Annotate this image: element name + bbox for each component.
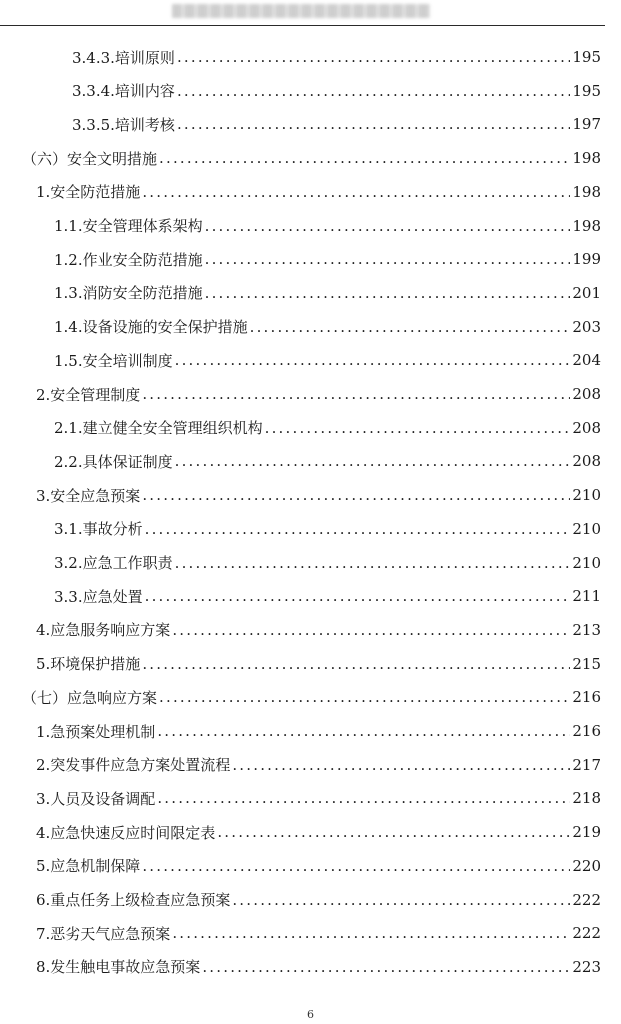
toc-entry-label: （七）应急响应方案 [22, 688, 158, 707]
toc-dot-leader [159, 688, 570, 706]
toc-dot-leader [175, 452, 571, 470]
toc-dot-leader [145, 520, 571, 538]
toc-entry-label: 2.突发事件应急方案处置流程 [36, 756, 231, 775]
toc-entry-label: 8.发生触电事故应急预案 [36, 958, 201, 977]
page-number: 6 [307, 1008, 314, 1021]
toc-entry[interactable] [0, 714, 601, 748]
toc-entry-label: 1.5.安全培训制度 [54, 351, 173, 370]
toc-entry-page-number: 199 [572, 250, 601, 269]
toc-dot-leader [175, 554, 571, 572]
toc-entry-page-number: 195 [572, 81, 601, 100]
toc-dot-leader [250, 318, 571, 336]
toc-entry-page-number: 210 [572, 486, 601, 505]
toc-entry[interactable] [0, 209, 601, 243]
toc-entry-label: 3.人员及设备调配 [36, 789, 156, 808]
toc-entry[interactable] [0, 512, 601, 546]
toc-entry-page-number: 201 [572, 283, 601, 302]
toc-entry[interactable] [0, 276, 601, 310]
toc-entry[interactable] [0, 411, 601, 445]
toc-entry-page-number: 222 [572, 890, 601, 909]
toc-entry-page-number: 208 [572, 418, 601, 437]
toc-entry[interactable] [0, 444, 601, 478]
toc-dot-leader [142, 183, 570, 201]
toc-dot-leader [205, 284, 571, 302]
toc-entry-page-number: 216 [572, 688, 601, 707]
toc-entry-label: 2.安全管理制度 [36, 385, 141, 404]
toc-entry-page-number: 220 [572, 856, 601, 875]
toc-entry[interactable] [0, 175, 601, 209]
toc-entry[interactable] [0, 478, 601, 512]
toc-entry[interactable] [0, 343, 601, 377]
toc-entry-page-number: 195 [572, 48, 601, 66]
toc-entry[interactable] [0, 883, 601, 917]
toc-dot-leader [177, 115, 570, 133]
toc-entry[interactable] [0, 916, 601, 950]
toc-entry-page-number: 208 [572, 385, 601, 403]
toc-entry[interactable] [0, 546, 601, 580]
toc-entry-label: 1.4.设备设施的安全保护措施 [54, 318, 248, 337]
toc-dot-leader [205, 217, 571, 235]
toc-entry-page-number: 211 [572, 587, 601, 606]
toc-entry-page-number: 222 [572, 924, 601, 943]
toc-entry-label: 3.1.事故分析 [54, 520, 143, 539]
toc-dot-leader [142, 655, 570, 673]
toc-entry-label: 3.3.应急处置 [54, 587, 143, 606]
toc-entry-page-number: 210 [572, 553, 601, 572]
toc-entry[interactable] [0, 613, 601, 647]
toc-dot-leader [142, 385, 570, 403]
toc-dot-leader [232, 891, 570, 909]
toc-dot-leader [205, 250, 571, 268]
toc-entry-page-number: 219 [572, 823, 601, 842]
toc-entry-label: 5.应急机制保障 [36, 857, 141, 876]
toc-entry-page-number: 198 [572, 182, 601, 201]
toc-entry-label: 3.3.4.培训内容 [72, 82, 175, 101]
toc-entry-label: 1.1.安全管理体系架构 [54, 217, 203, 235]
toc-entry-page-number: 223 [572, 957, 601, 976]
toc-entry[interactable] [0, 781, 601, 815]
toc-dot-leader [175, 351, 571, 369]
toc-entry-page-number: 198 [572, 216, 601, 235]
toc-entry-page-number: 204 [572, 351, 601, 370]
toc-entry-page-number: 203 [572, 317, 601, 336]
header-title-blurred [172, 4, 430, 18]
toc-dot-leader [145, 587, 571, 605]
toc-entry[interactable] [0, 647, 601, 681]
toc-entry[interactable] [0, 950, 601, 984]
toc-entry-page-number: 217 [572, 755, 601, 774]
toc-dot-leader [172, 621, 570, 639]
toc-entry[interactable] [0, 141, 601, 175]
toc-dot-leader [265, 419, 571, 437]
toc-entry[interactable] [0, 310, 601, 344]
toc-entry[interactable] [0, 40, 601, 74]
toc-dot-leader [157, 722, 570, 740]
toc-entry[interactable] [0, 107, 601, 141]
toc-entry[interactable] [0, 377, 601, 411]
toc-entry-label: 3.3.5.培训考核 [72, 115, 175, 134]
toc-dot-leader [217, 823, 570, 841]
toc-entry-page-number: 215 [572, 654, 601, 673]
toc-entry[interactable] [0, 74, 601, 108]
toc-dot-leader [177, 82, 570, 100]
toc-entry-page-number: 218 [572, 789, 601, 808]
toc-dot-leader [232, 756, 570, 774]
toc-dot-leader [202, 958, 570, 976]
toc-entry-label: （六）安全文明措施 [22, 149, 158, 168]
toc-dot-leader [157, 789, 570, 807]
toc-dot-leader [177, 48, 570, 66]
toc-entry-label: 1.急预案处理机制 [36, 722, 156, 741]
toc-entry-label: 2.2.具体保证制度 [54, 452, 173, 471]
toc-entry-page-number: 198 [572, 149, 601, 168]
toc-entry-label: 6.重点任务上级检查应急预案 [36, 891, 231, 909]
toc-entry-label: 5.环境保护措施 [36, 655, 141, 674]
toc-entry[interactable] [0, 748, 601, 782]
toc-entry-page-number: 208 [572, 452, 601, 471]
toc-entry-label: 1.安全防范措施 [36, 183, 141, 202]
toc-dot-leader [159, 149, 570, 167]
toc-entry-page-number: 210 [572, 519, 601, 538]
toc-entry-label: 3.2.应急工作职责 [54, 554, 173, 572]
toc-entry[interactable] [0, 242, 601, 276]
toc-dot-leader [142, 857, 570, 875]
toc-dot-leader [142, 486, 570, 504]
toc-entry-label: 4.应急快速反应时间限定表 [36, 823, 216, 842]
toc-entry-label: 3.安全应急预案 [36, 486, 141, 505]
toc-entry-label: 1.2.作业安全防范措施 [54, 250, 203, 269]
toc-entry-page-number: 216 [572, 722, 601, 740]
toc-entry-page-number: 197 [572, 115, 601, 134]
toc-dot-leader [172, 924, 570, 942]
toc-entry-label: 3.4.3.培训原则 [72, 48, 175, 67]
toc-entry-label: 4.应急服务响应方案 [36, 621, 171, 640]
toc-entry[interactable] [0, 815, 601, 849]
header-divider [0, 25, 605, 26]
toc-entry-page-number: 213 [572, 620, 601, 639]
toc-entry[interactable] [0, 579, 601, 613]
toc-entry-label: 2.1.建立健全安全管理组织机构 [54, 419, 263, 438]
toc-entry[interactable] [0, 849, 601, 883]
toc-entry-label: 7.恶劣天气应急预案 [36, 924, 171, 943]
toc-entry[interactable] [0, 680, 601, 714]
toc-entry-label: 1.3.消防安全防范措施 [54, 284, 203, 303]
